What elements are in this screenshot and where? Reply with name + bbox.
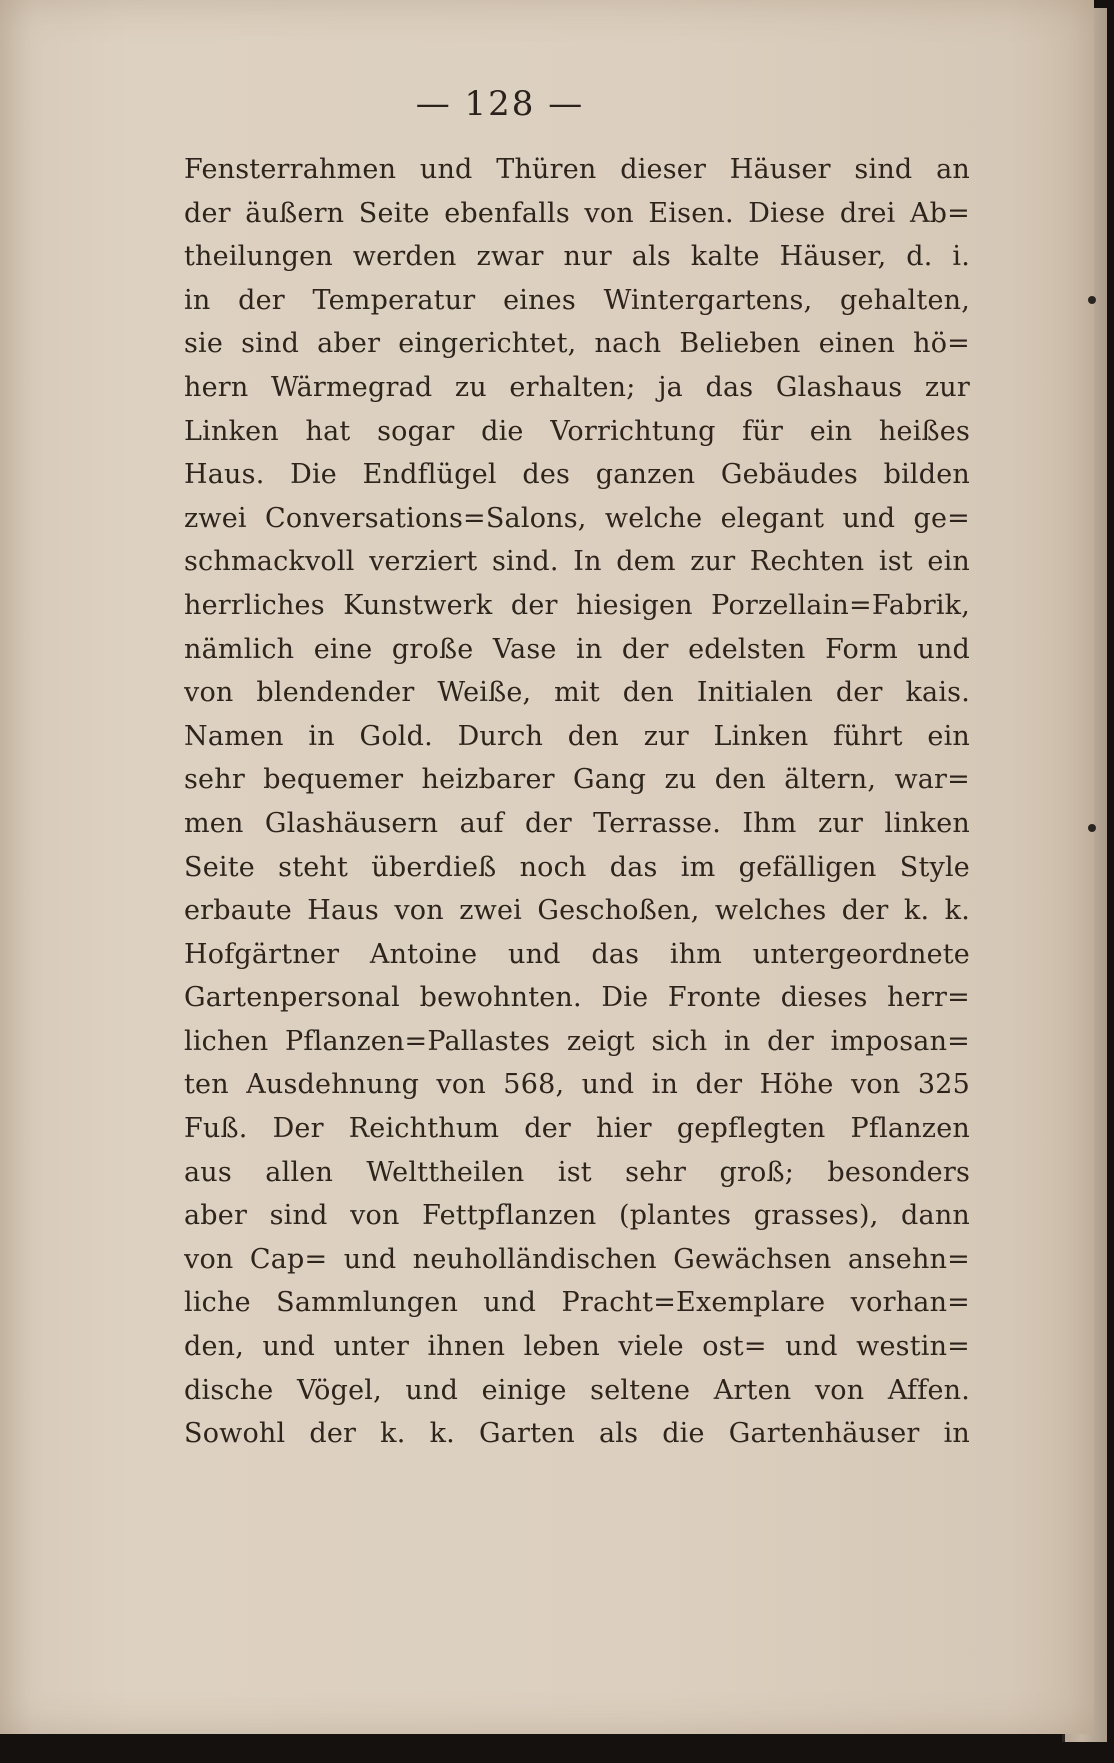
text-line: aus allen Welttheilen ist sehr groß; besonders — [184, 1156, 970, 1188]
text-line: Haus. Die Endflügel des ganzen Gebäudes bilden — [184, 459, 970, 491]
text-line: zwei Conversations=Salons, welche elegant und ge= — [184, 502, 970, 534]
text-line: herrliches Kunstwerk der hiesigen Porzellain=Fabrik, — [184, 589, 970, 621]
text-line: dische Vögel, und einige seltene Arten von Affen. — [184, 1374, 970, 1406]
text-line: Namen in Gold. Durch den zur Linken führt ein — [184, 720, 970, 752]
text-line: Linken hat sogar die Vorrichtung für ein heißes — [184, 415, 970, 447]
text-line: sie sind aber eingerichtet, nach Belieben einen hö= — [184, 328, 970, 360]
text-line: Fuß. Der Reichthum der hier gepflegten Pflanzen — [184, 1113, 970, 1145]
text-line: den, und unter ihnen leben viele ost= und westin= — [184, 1331, 970, 1363]
text-line: sehr bequemer heizbarer Gang zu den ältern, war= — [184, 764, 970, 796]
text-line: Gartenpersonal bewohnten. Die Fronte dieses herr= — [184, 982, 970, 1014]
text-line: hern Wärmegrad zu erhalten; ja das Glashaus zur — [184, 371, 970, 403]
text-line: ten Ausdehnung von 568, und in der Höhe von 325 — [184, 1069, 970, 1101]
binding-mark — [1088, 296, 1096, 304]
text-line: theilungen werden zwar nur als kalte Häuser, d. i. — [184, 241, 970, 273]
text-line: der äußern Seite ebenfalls von Eisen. Diese drei Ab= — [184, 197, 970, 229]
body-text — [184, 148, 970, 1456]
text-line: men Glashäusern auf der Terrasse. Ihm zur linken — [184, 807, 970, 839]
text-line: erbaute Haus von zwei Geschoßen, welches der k. k. — [184, 895, 970, 927]
text-line: nämlich eine große Vase in der edelsten Form und — [184, 633, 970, 665]
text-line: lichen Pflanzen=Pallastes zeigt sich in der imposan= — [184, 1025, 970, 1057]
text-line: schmackvoll verziert sind. In dem zur Rechten ist ein — [184, 546, 970, 578]
page-number-header: — 128 — — [415, 84, 585, 124]
text-line: von blendender Weiße, mit den Initialen der kais. — [184, 677, 970, 709]
text-line: Fensterrahmen und Thüren dieser Häuser sind an — [184, 154, 970, 185]
text-line: Seite steht überdieß noch das im gefälligen Style — [184, 851, 970, 883]
text-line: Sowohl der k. k. Garten als die Gartenhäuser in — [184, 1418, 970, 1450]
binding-mark — [1088, 824, 1096, 832]
text-line: von Cap= und neuholländischen Gewächsen ansehn= — [184, 1243, 970, 1275]
text-line: aber sind von Fettpflanzen (plantes grasses), dann — [184, 1200, 970, 1232]
text-line: in der Temperatur eines Wintergartens, gehalten, — [184, 284, 970, 316]
text-line: liche Sammlungen und Pracht=Exemplare vorhan= — [184, 1287, 970, 1319]
text-line: Hofgärtner Antoine und das ihm untergeordnete — [184, 938, 970, 970]
